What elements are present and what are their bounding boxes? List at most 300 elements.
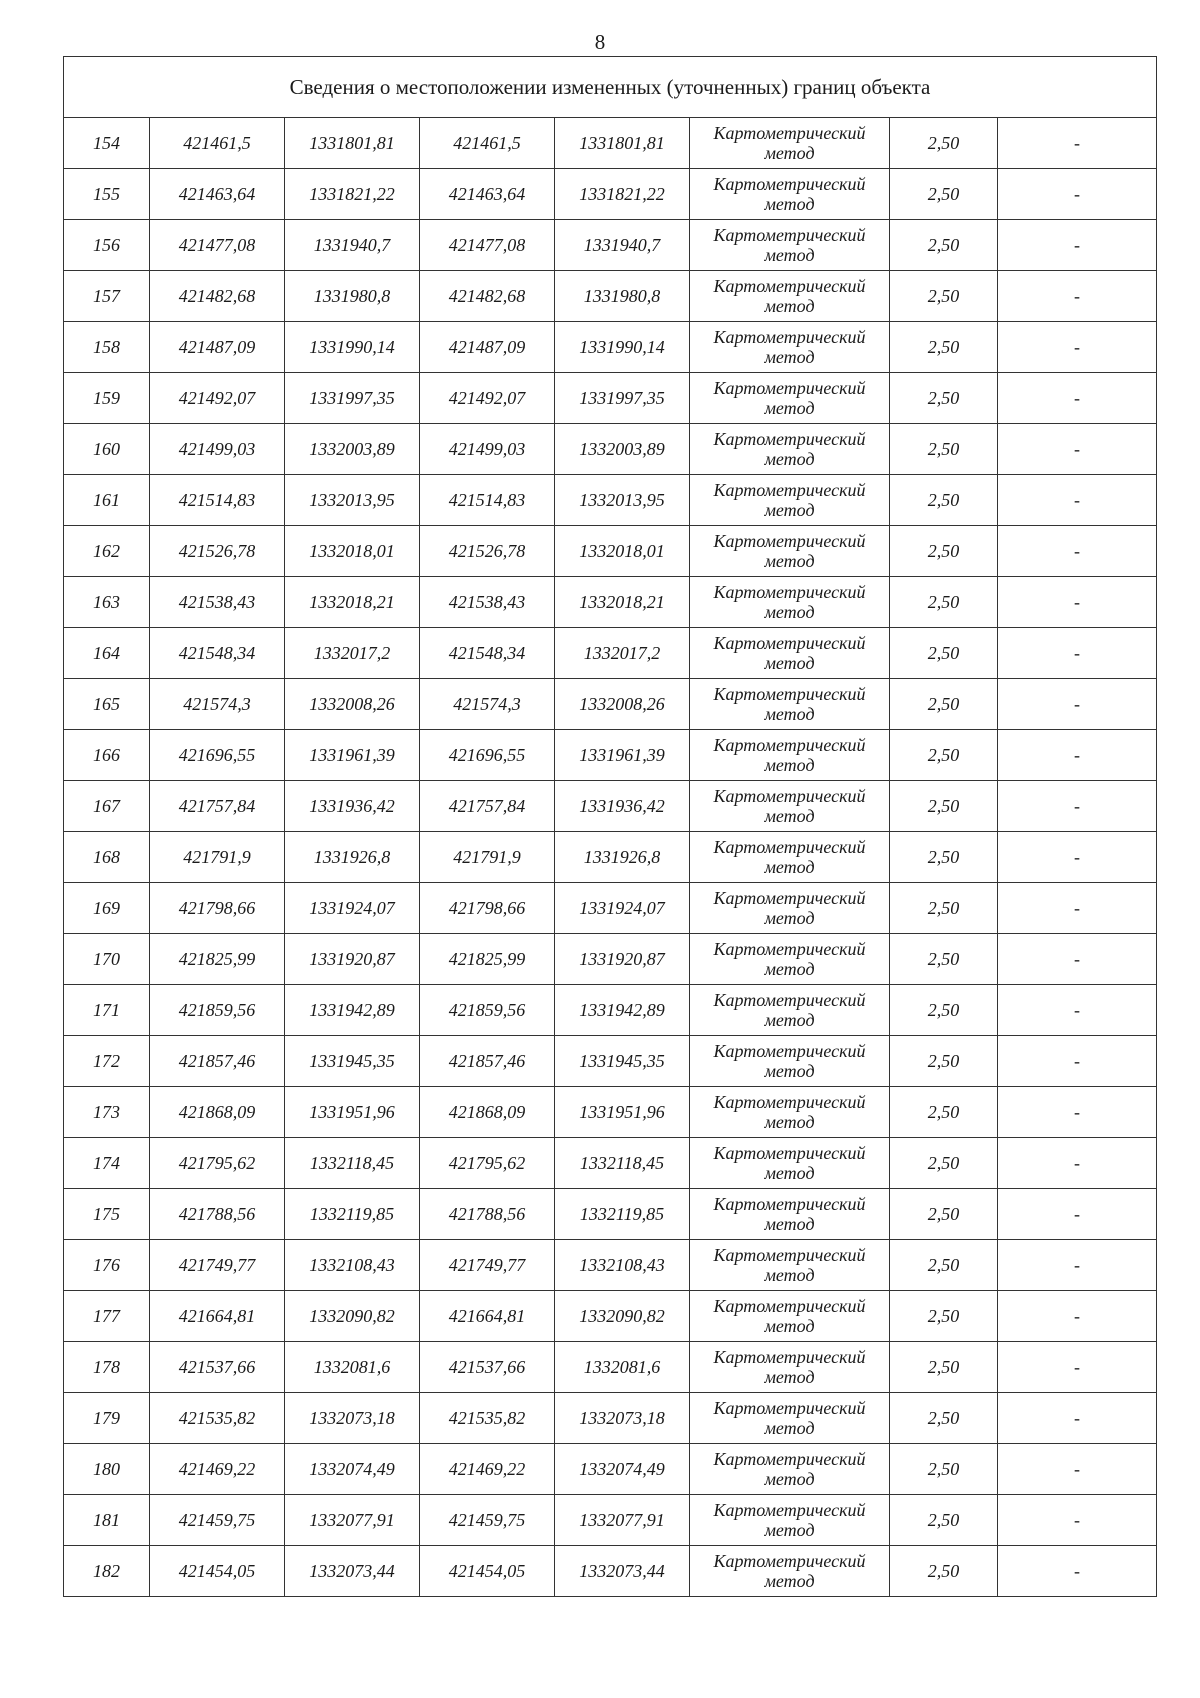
x-existing-cell: 421859,56 (150, 985, 285, 1036)
description-cell: - (998, 424, 1157, 475)
x-existing-cell: 421791,9 (150, 832, 285, 883)
method-line-2: метод (764, 347, 815, 367)
point-number-cell: 159 (64, 373, 150, 424)
accuracy-cell: 2,50 (890, 781, 998, 832)
accuracy-cell: 2,50 (890, 679, 998, 730)
x-existing-cell: 421454,05 (150, 1546, 285, 1597)
y-new-cell: 1332018,21 (555, 577, 690, 628)
x-existing-cell: 421757,84 (150, 781, 285, 832)
method-cell (690, 220, 890, 271)
x-new-cell: 421469,22 (420, 1444, 555, 1495)
method-cell (690, 832, 890, 883)
table-row (64, 169, 1157, 220)
accuracy-cell: 2,50 (890, 934, 998, 985)
table-row (64, 526, 1157, 577)
method-cell (690, 730, 890, 781)
description-cell: - (998, 1342, 1157, 1393)
method-line-1: Картометрический (713, 1092, 866, 1112)
y-new-cell: 1332073,44 (555, 1546, 690, 1597)
x-new-cell: 421795,62 (420, 1138, 555, 1189)
accuracy-cell: 2,50 (890, 577, 998, 628)
method-line-1: Картометрический (713, 735, 866, 755)
description-cell: - (998, 271, 1157, 322)
point-number-cell: 155 (64, 169, 150, 220)
x-new-cell: 421798,66 (420, 883, 555, 934)
table-row (64, 1444, 1157, 1495)
accuracy-cell: 2,50 (890, 1393, 998, 1444)
y-new-cell: 1332074,49 (555, 1444, 690, 1495)
y-existing-cell: 1331821,22 (285, 169, 420, 220)
y-new-cell: 1332017,2 (555, 628, 690, 679)
point-number-cell: 163 (64, 577, 150, 628)
x-existing-cell: 421535,82 (150, 1393, 285, 1444)
table-row (64, 322, 1157, 373)
method-cell (690, 679, 890, 730)
y-existing-cell: 1332108,43 (285, 1240, 420, 1291)
accuracy-cell: 2,50 (890, 628, 998, 679)
x-new-cell: 421492,07 (420, 373, 555, 424)
x-new-cell: 421749,77 (420, 1240, 555, 1291)
table-row (64, 1087, 1157, 1138)
description-cell: - (998, 475, 1157, 526)
point-number-cell: 167 (64, 781, 150, 832)
method-line-1: Картометрический (713, 378, 866, 398)
method-line-2: метод (764, 1469, 815, 1489)
y-new-cell: 1332118,45 (555, 1138, 690, 1189)
x-existing-cell: 421499,03 (150, 424, 285, 475)
method-line-2: метод (764, 1214, 815, 1234)
x-new-cell: 421461,5 (420, 118, 555, 169)
table-row (64, 1393, 1157, 1444)
x-new-cell: 421482,68 (420, 271, 555, 322)
method-line-2: метод (764, 296, 815, 316)
method-cell (690, 577, 890, 628)
table-row (64, 730, 1157, 781)
method-line-1: Картометрический (713, 429, 866, 449)
method-line-1: Картометрический (713, 990, 866, 1010)
method-line-2: метод (764, 1163, 815, 1183)
method-cell (690, 1240, 890, 1291)
x-existing-cell: 421788,56 (150, 1189, 285, 1240)
method-line-1: Картометрический (713, 174, 866, 194)
method-cell (690, 1189, 890, 1240)
point-number-cell: 178 (64, 1342, 150, 1393)
description-cell: - (998, 526, 1157, 577)
method-cell (690, 475, 890, 526)
method-cell (690, 883, 890, 934)
description-cell: - (998, 1240, 1157, 1291)
y-existing-cell: 1332073,44 (285, 1546, 420, 1597)
x-existing-cell: 421461,5 (150, 118, 285, 169)
y-new-cell: 1331961,39 (555, 730, 690, 781)
method-line-2: метод (764, 1265, 815, 1285)
x-existing-cell: 421487,09 (150, 322, 285, 373)
x-existing-cell: 421825,99 (150, 934, 285, 985)
table-row (64, 1291, 1157, 1342)
table-row (64, 1138, 1157, 1189)
y-new-cell: 1331940,7 (555, 220, 690, 271)
y-new-cell: 1331821,22 (555, 169, 690, 220)
description-cell: - (998, 118, 1157, 169)
table-row (64, 118, 1157, 169)
description-cell: - (998, 883, 1157, 934)
accuracy-cell: 2,50 (890, 475, 998, 526)
point-number-cell: 157 (64, 271, 150, 322)
y-new-cell: 1331980,8 (555, 271, 690, 322)
x-existing-cell: 421526,78 (150, 526, 285, 577)
x-new-cell: 421791,9 (420, 832, 555, 883)
method-line-1: Картометрический (713, 1500, 866, 1520)
method-cell (690, 322, 890, 373)
y-new-cell: 1332090,82 (555, 1291, 690, 1342)
x-new-cell: 421477,08 (420, 220, 555, 271)
accuracy-cell: 2,50 (890, 1138, 998, 1189)
accuracy-cell: 2,50 (890, 1495, 998, 1546)
y-new-cell: 1331920,87 (555, 934, 690, 985)
accuracy-cell: 2,50 (890, 424, 998, 475)
method-line-1: Картометрический (713, 480, 866, 500)
x-existing-cell: 421798,66 (150, 883, 285, 934)
method-line-2: метод (764, 1520, 815, 1540)
accuracy-cell: 2,50 (890, 1036, 998, 1087)
method-line-2: метод (764, 1367, 815, 1387)
y-new-cell: 1332073,18 (555, 1393, 690, 1444)
method-line-2: метод (764, 500, 815, 520)
table-row (64, 883, 1157, 934)
y-existing-cell: 1331936,42 (285, 781, 420, 832)
y-new-cell: 1332008,26 (555, 679, 690, 730)
y-new-cell: 1332081,6 (555, 1342, 690, 1393)
y-existing-cell: 1331920,87 (285, 934, 420, 985)
x-new-cell: 421574,3 (420, 679, 555, 730)
method-cell (690, 373, 890, 424)
description-cell: - (998, 322, 1157, 373)
method-cell (690, 1495, 890, 1546)
method-cell (690, 985, 890, 1036)
description-cell: - (998, 1546, 1157, 1597)
y-existing-cell: 1332073,18 (285, 1393, 420, 1444)
accuracy-cell: 2,50 (890, 883, 998, 934)
method-cell (690, 1444, 890, 1495)
method-line-1: Картометрический (713, 1143, 866, 1163)
x-new-cell: 421696,55 (420, 730, 555, 781)
point-number-cell: 177 (64, 1291, 150, 1342)
y-new-cell: 1331990,14 (555, 322, 690, 373)
x-new-cell: 421548,34 (420, 628, 555, 679)
coordinates-table (63, 56, 1157, 1597)
y-existing-cell: 1332081,6 (285, 1342, 420, 1393)
method-line-1: Картометрический (713, 531, 866, 551)
method-line-2: метод (764, 1571, 815, 1591)
description-cell: - (998, 1291, 1157, 1342)
method-cell (690, 934, 890, 985)
accuracy-cell: 2,50 (890, 271, 998, 322)
x-new-cell: 421757,84 (420, 781, 555, 832)
x-new-cell: 421459,75 (420, 1495, 555, 1546)
description-cell: - (998, 1138, 1157, 1189)
method-line-2: метод (764, 1418, 815, 1438)
description-cell: - (998, 628, 1157, 679)
table-row (64, 271, 1157, 322)
y-new-cell: 1331942,89 (555, 985, 690, 1036)
description-cell: - (998, 1495, 1157, 1546)
method-line-2: метод (764, 143, 815, 163)
y-existing-cell: 1332003,89 (285, 424, 420, 475)
x-new-cell: 421859,56 (420, 985, 555, 1036)
y-new-cell: 1332119,85 (555, 1189, 690, 1240)
accuracy-cell: 2,50 (890, 1342, 998, 1393)
y-existing-cell: 1331951,96 (285, 1087, 420, 1138)
x-existing-cell: 421574,3 (150, 679, 285, 730)
accuracy-cell: 2,50 (890, 220, 998, 271)
table-row (64, 1342, 1157, 1393)
point-number-cell: 165 (64, 679, 150, 730)
method-cell (690, 1036, 890, 1087)
x-new-cell: 421825,99 (420, 934, 555, 985)
y-existing-cell: 1332118,45 (285, 1138, 420, 1189)
method-line-2: метод (764, 806, 815, 826)
x-existing-cell: 421795,62 (150, 1138, 285, 1189)
accuracy-cell: 2,50 (890, 169, 998, 220)
point-number-cell: 154 (64, 118, 150, 169)
description-cell: - (998, 1444, 1157, 1495)
y-existing-cell: 1331945,35 (285, 1036, 420, 1087)
method-line-2: метод (764, 449, 815, 469)
method-cell (690, 1342, 890, 1393)
method-cell (690, 271, 890, 322)
accuracy-cell: 2,50 (890, 1546, 998, 1597)
x-new-cell: 421788,56 (420, 1189, 555, 1240)
method-line-2: метод (764, 908, 815, 928)
description-cell: - (998, 1189, 1157, 1240)
table-row (64, 832, 1157, 883)
x-existing-cell: 421537,66 (150, 1342, 285, 1393)
y-existing-cell: 1331926,8 (285, 832, 420, 883)
point-number-cell: 164 (64, 628, 150, 679)
method-line-2: метод (764, 1010, 815, 1030)
description-cell: - (998, 169, 1157, 220)
description-cell: - (998, 985, 1157, 1036)
method-cell (690, 1138, 890, 1189)
y-new-cell: 1331997,35 (555, 373, 690, 424)
point-number-cell: 170 (64, 934, 150, 985)
method-line-1: Картометрический (713, 888, 866, 908)
point-number-cell: 182 (64, 1546, 150, 1597)
x-new-cell: 421526,78 (420, 526, 555, 577)
table-row (64, 781, 1157, 832)
y-new-cell: 1332077,91 (555, 1495, 690, 1546)
point-number-cell: 158 (64, 322, 150, 373)
y-new-cell: 1332108,43 (555, 1240, 690, 1291)
x-new-cell: 421487,09 (420, 322, 555, 373)
description-cell: - (998, 1036, 1157, 1087)
table-row (64, 1189, 1157, 1240)
y-existing-cell: 1332074,49 (285, 1444, 420, 1495)
description-cell: - (998, 730, 1157, 781)
point-number-cell: 181 (64, 1495, 150, 1546)
x-existing-cell: 421469,22 (150, 1444, 285, 1495)
y-existing-cell: 1331924,07 (285, 883, 420, 934)
y-existing-cell: 1332119,85 (285, 1189, 420, 1240)
method-line-2: метод (764, 857, 815, 877)
method-line-1: Картометрический (713, 633, 866, 653)
method-line-1: Картометрический (713, 327, 866, 347)
y-new-cell: 1332018,01 (555, 526, 690, 577)
table-row (64, 679, 1157, 730)
accuracy-cell: 2,50 (890, 1240, 998, 1291)
table-body (64, 118, 1157, 1597)
description-cell: - (998, 220, 1157, 271)
method-line-1: Картометрический (713, 276, 866, 296)
method-line-1: Картометрический (713, 1347, 866, 1367)
method-cell (690, 169, 890, 220)
y-existing-cell: 1331997,35 (285, 373, 420, 424)
method-line-1: Картометрический (713, 1398, 866, 1418)
x-existing-cell: 421749,77 (150, 1240, 285, 1291)
description-cell: - (998, 934, 1157, 985)
accuracy-cell: 2,50 (890, 985, 998, 1036)
table-row (64, 985, 1157, 1036)
x-new-cell: 421537,66 (420, 1342, 555, 1393)
accuracy-cell: 2,50 (890, 118, 998, 169)
method-line-1: Картометрический (713, 1194, 866, 1214)
method-cell (690, 1087, 890, 1138)
y-existing-cell: 1332090,82 (285, 1291, 420, 1342)
method-line-2: метод (764, 959, 815, 979)
y-new-cell: 1332013,95 (555, 475, 690, 526)
table-title: Сведения о местоположении измененных (уточненных) границ объекта (64, 57, 1157, 118)
method-cell (690, 118, 890, 169)
table-row (64, 1240, 1157, 1291)
point-number-cell: 169 (64, 883, 150, 934)
x-new-cell: 421538,43 (420, 577, 555, 628)
accuracy-cell: 2,50 (890, 1189, 998, 1240)
y-new-cell: 1331951,96 (555, 1087, 690, 1138)
x-new-cell: 421857,46 (420, 1036, 555, 1087)
accuracy-cell: 2,50 (890, 730, 998, 781)
method-line-2: метод (764, 398, 815, 418)
point-number-cell: 174 (64, 1138, 150, 1189)
y-existing-cell: 1331990,14 (285, 322, 420, 373)
point-number-cell: 179 (64, 1393, 150, 1444)
method-line-1: Картометрический (713, 1296, 866, 1316)
x-existing-cell: 421482,68 (150, 271, 285, 322)
method-cell (690, 628, 890, 679)
y-existing-cell: 1332018,01 (285, 526, 420, 577)
description-cell: - (998, 781, 1157, 832)
accuracy-cell: 2,50 (890, 373, 998, 424)
point-number-cell: 166 (64, 730, 150, 781)
y-new-cell: 1331924,07 (555, 883, 690, 934)
description-cell: - (998, 373, 1157, 424)
table-row (64, 373, 1157, 424)
x-new-cell: 421664,81 (420, 1291, 555, 1342)
y-new-cell: 1331936,42 (555, 781, 690, 832)
method-line-1: Картометрический (713, 837, 866, 857)
x-new-cell: 421868,09 (420, 1087, 555, 1138)
point-number-cell: 160 (64, 424, 150, 475)
x-existing-cell: 421492,07 (150, 373, 285, 424)
method-cell (690, 1546, 890, 1597)
x-existing-cell: 421857,46 (150, 1036, 285, 1087)
method-line-2: метод (764, 1316, 815, 1336)
method-line-2: метод (764, 1061, 815, 1081)
description-cell: - (998, 577, 1157, 628)
point-number-cell: 171 (64, 985, 150, 1036)
x-new-cell: 421535,82 (420, 1393, 555, 1444)
x-existing-cell: 421477,08 (150, 220, 285, 271)
y-existing-cell: 1331942,89 (285, 985, 420, 1036)
y-existing-cell: 1332013,95 (285, 475, 420, 526)
method-line-1: Картометрический (713, 123, 866, 143)
point-number-cell: 156 (64, 220, 150, 271)
point-number-cell: 173 (64, 1087, 150, 1138)
x-new-cell: 421463,64 (420, 169, 555, 220)
x-existing-cell: 421538,43 (150, 577, 285, 628)
point-number-cell: 172 (64, 1036, 150, 1087)
method-line-1: Картометрический (713, 684, 866, 704)
description-cell: - (998, 1393, 1157, 1444)
table-row (64, 475, 1157, 526)
description-cell: - (998, 832, 1157, 883)
y-new-cell: 1331801,81 (555, 118, 690, 169)
method-line-1: Картометрический (713, 1449, 866, 1469)
x-existing-cell: 421459,75 (150, 1495, 285, 1546)
method-line-2: метод (764, 704, 815, 724)
y-existing-cell: 1332077,91 (285, 1495, 420, 1546)
y-existing-cell: 1332008,26 (285, 679, 420, 730)
x-new-cell: 421454,05 (420, 1546, 555, 1597)
method-cell (690, 526, 890, 577)
method-line-1: Картометрический (713, 582, 866, 602)
x-existing-cell: 421514,83 (150, 475, 285, 526)
table-row (64, 628, 1157, 679)
accuracy-cell: 2,50 (890, 1444, 998, 1495)
method-line-1: Картометрический (713, 786, 866, 806)
point-number-cell: 175 (64, 1189, 150, 1240)
accuracy-cell: 2,50 (890, 526, 998, 577)
method-line-1: Картометрический (713, 1245, 866, 1265)
y-new-cell: 1332003,89 (555, 424, 690, 475)
method-line-1: Картометрический (713, 225, 866, 245)
method-line-2: метод (764, 194, 815, 214)
table-row (64, 934, 1157, 985)
y-existing-cell: 1331940,7 (285, 220, 420, 271)
table-row (64, 424, 1157, 475)
table-row (64, 1036, 1157, 1087)
method-line-2: метод (764, 1112, 815, 1132)
table-row (64, 220, 1157, 271)
accuracy-cell: 2,50 (890, 1291, 998, 1342)
x-existing-cell: 421664,81 (150, 1291, 285, 1342)
method-line-2: метод (764, 551, 815, 571)
method-line-2: метод (764, 653, 815, 673)
y-existing-cell: 1331801,81 (285, 118, 420, 169)
y-new-cell: 1331945,35 (555, 1036, 690, 1087)
method-cell (690, 1291, 890, 1342)
x-existing-cell: 421868,09 (150, 1087, 285, 1138)
method-line-2: метод (764, 245, 815, 265)
table-row (64, 577, 1157, 628)
method-line-2: метод (764, 602, 815, 622)
point-number-cell: 162 (64, 526, 150, 577)
description-cell: - (998, 1087, 1157, 1138)
accuracy-cell: 2,50 (890, 832, 998, 883)
point-number-cell: 180 (64, 1444, 150, 1495)
method-line-1: Картометрический (713, 939, 866, 959)
x-existing-cell: 421463,64 (150, 169, 285, 220)
method-line-1: Картометрический (713, 1551, 866, 1571)
